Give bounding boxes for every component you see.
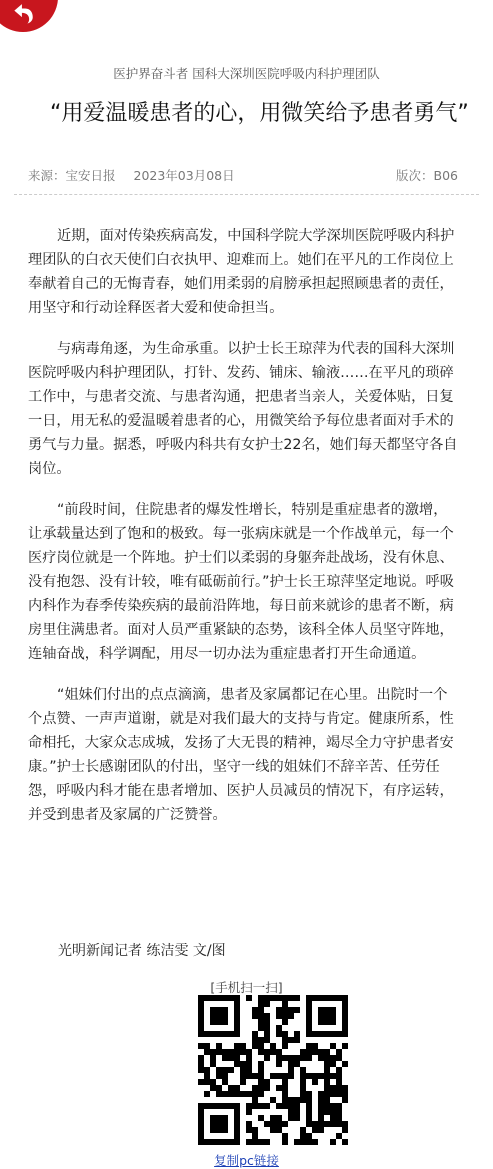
- article-paragraph: 与病毒角逐，为生命承重。以护士长王琼萍为代表的国科大深圳医院呼吸内科护理团队，打针、发药、铺床、输液……在平凡的琐碎工作中，与患者交流、与患者沟通，把患者当亲人，关爱体贴，日复一日，用无私的爱温暖着患者的心，用微笑给予每位患者面对手术的勇气与力量。据悉，呼吸内科共有女护士22名，她们每天都坚守各自岗位。: [28, 341, 458, 477]
- back-button[interactable]: [0, 0, 58, 32]
- back-arrow-icon: [10, 2, 36, 28]
- article-meta: [28, 166, 458, 184]
- article-edition: 版次：B06: [396, 168, 458, 183]
- article-byline: 光明新闻记者 练洁雯 文/图: [58, 943, 226, 959]
- qr-code-icon: [198, 995, 348, 1145]
- article-paragraph: “前段时间，住院患者的爆发性增长，特别是重症患者的激增，让承载量达到了饱和的极致。每一张病床就是一个作战单元，每一个医疗岗位就是一个阵地。护士们以柔弱的身躯奔赴战场，没有休息、没有抱怨、没有计较，唯有砥砺前行。”护士长王琼萍坚定地说。呼吸内科作为春季传染疾病的最前沿阵地，每日前来就诊的患者不断，病房里住满患者。面对人员严重紧缺的态势，该科全体人员坚守阵地，连轴奋战，科学调配，用尽一切办法为重症患者打开生命通道。: [28, 502, 454, 662]
- qr-caption: [手机扫一扫]: [210, 980, 283, 995]
- article-paragraph: “姐妹们付出的点点滴滴，患者及家属都记在心里。出院时一个个点赞、一声声道谢，就是对我们最大的支持与肯定。健康所系，性命相托，大家众志成城，发扬了大无畏的精神，竭尽全力守护患者安康。”护士长感谢团队的付出，坚守一线的姐妹们不辞辛苦、任劳任怨，呼吸内科才能在患者增加、医护人员减员的情况下，有序运转，并受到患者及家属的广泛赞誉。: [28, 687, 454, 823]
- article-title: “用爱温暖患者的心，用微笑给予患者勇气”: [50, 100, 469, 126]
- article-kicker: 医护界奋斗者 国科大深圳医院呼吸内科护理团队: [113, 66, 380, 81]
- article-source: 来源：宝安日报: [28, 168, 116, 183]
- article-paragraph: 近期，面对传染疾病高发，中国科学院大学深圳医院呼吸内科护理团队的白衣天使们白衣执甲、迎难而上。她们在平凡的工作岗位上奉献着自己的无悔青春，她们用柔弱的肩膀承担起照顾患者的责任，用坚守和行动诠释医者大爱和使命担当。: [28, 228, 455, 316]
- copy-pc-link[interactable]: 复制pc链接: [214, 1153, 279, 1168]
- article-date: 2023年03月08日: [133, 168, 235, 183]
- article-body: [28, 224, 460, 844]
- divider: [14, 194, 479, 195]
